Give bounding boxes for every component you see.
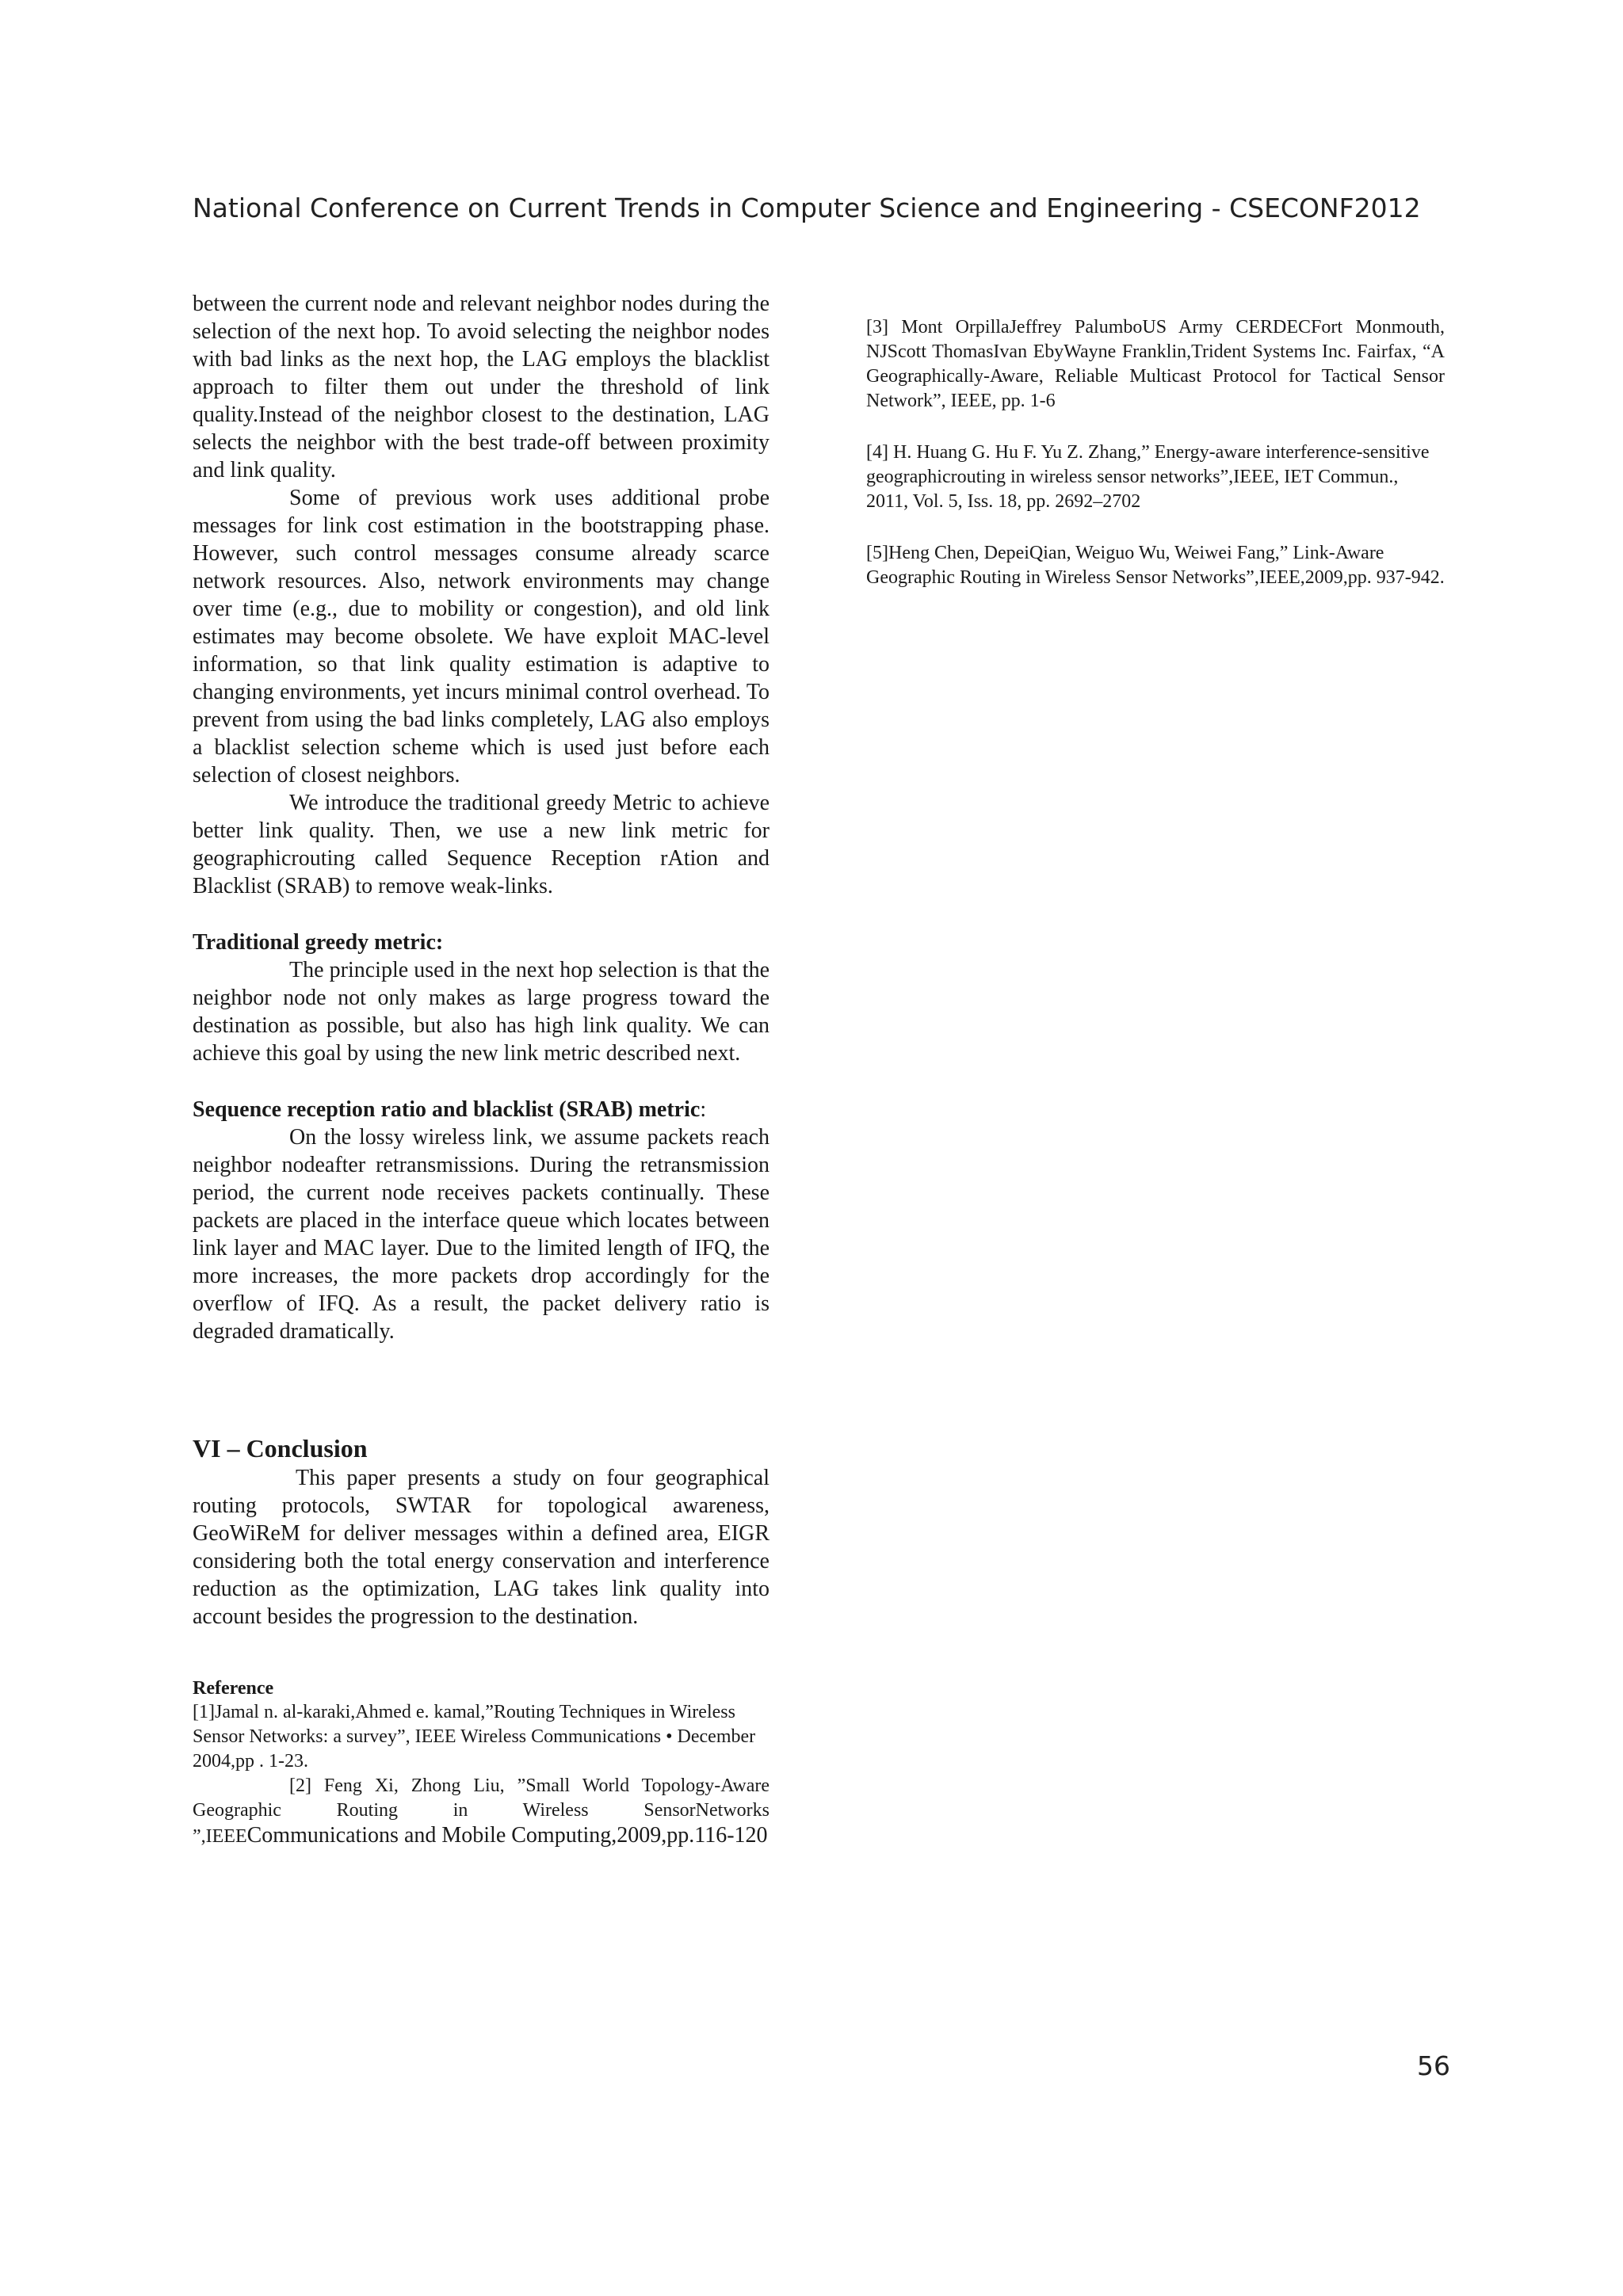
right-column <box>866 315 1445 617</box>
reference-heading: Reference <box>193 1678 274 1699</box>
reference-item <box>193 1774 769 1849</box>
reference-item: [3] Mont OrpillaJeffrey PalumboUS Army CERDECFort Monmouth, NJScott ThomasIvan EbyWayne Franklin,Trident Systems Inc. Fairfax, “A Geographically-Aware, Reliable Multicast Protocol for Tactical Sensor Network”, IEEE, pp. 1-6 <box>866 317 1445 411</box>
paragraph: We introduce the traditional greedy Metric to achieve better link quality. Then, we use a new link metric for geographicrouting called Sequence Reception rAtion and Blacklist (SRAB) to remove weak-links. <box>193 791 769 898</box>
reference-text-large: Communications and Mobile Computing,2009,pp.116-120 <box>246 1823 768 1848</box>
reference-item: [4] H. Huang G. Hu F. Yu Z. Zhang,” Energy-aware interference-sensitive geographicrouting in wireless sensor networks”,IEEE, IET Commun., 2011, Vol. 5, Iss. 18, pp. 2692–2702 <box>866 442 1430 512</box>
left-column <box>193 290 769 1849</box>
paragraph: On the lossy wireless link, we assume packets reach neighbor nodeafter retransmissions. During the retransmission period, the current node receives packets continually. These packets are placed in the interface queue which locates between link layer and MAC layer. Due to the limited length of IFQ, the more increases, the more packets drop accordingly for the overflow of IFQ. As a result, the packet delivery ratio is degraded dramatically. <box>193 1125 769 1344</box>
srab-heading-text: Sequence reception ratio and blacklist (SRAB) metric <box>193 1097 701 1122</box>
conclusion-heading: VI – Conclusion <box>193 1434 368 1463</box>
page-number: 56 <box>1417 2050 1450 2081</box>
paragraph: Some of previous work uses additional probe messages for link cost estimation in the bootstrapping phase. However, such control messages consume already scarce network resources. Also, network environments may change over time (e.g., due to mobility or congestion), and old link estimates may become obsolete. We have exploit MAC-level information, so that link quality estimation is adaptive to changing environments, yet incurs minimal control overhead. To prevent from using the bad links completely, LAG also employs a blacklist selection scheme which is used just before each selection of closest neighbors. <box>193 486 769 788</box>
conclusion-paragraph: This paper presents a study on four geographical routing protocols, SWTAR for topological awareness, GeoWiReM for deliver messages within a defined area, EIGR considering both the total energy conservation and interference reduction as the optimization, LAG takes link quality into account besides the progression to the destination. <box>193 1466 769 1629</box>
reference-item: [1]Jamal n. al-karaki,Ahmed e. kamal,”Routing Techniques in Wireless Sensor Networks: a survey”, IEEE Wireless Communications • December 2004,pp . 1-23. <box>193 1702 756 1772</box>
paragraph: The principle used in the next hop selection is that the neighbor node not only makes as large progress toward the destination as possible, but also has high link quality. We can achieve this goal by using the new link metric described next. <box>193 958 769 1066</box>
paragraph: between the current node and relevant neighbor nodes during the selection of the next hop. To avoid selecting the neighbor nodes with bad links as the next hop, the LAG employs the blacklist approach to filter them out under the threshold of link quality.Instead of the neighbor closest to the destination, LAG selects the neighbor with the best trade-off between proximity and link quality. <box>193 292 769 482</box>
reference-text: [2] Feng Xi, Zhong Liu, ”Small World Topology-Aware Geographic Routing in Wireless SensorNetworks ”,IEEE <box>193 1775 769 1847</box>
running-header: National Conference on Current Trends in Computer Science and Engineering - CSECONF2012 <box>193 193 1421 223</box>
srab-heading-colon: : <box>700 1097 707 1122</box>
section-heading-srab <box>193 1096 769 1123</box>
reference-item: [5]Heng Chen, DepeiQian, Weiguo Wu, Weiwei Fang,” Link-Aware Geographic Routing in Wireless Sensor Networks”,IEEE,2009,pp. 937-942. <box>866 543 1445 588</box>
section-heading-greedy: Traditional greedy metric: <box>193 930 444 955</box>
